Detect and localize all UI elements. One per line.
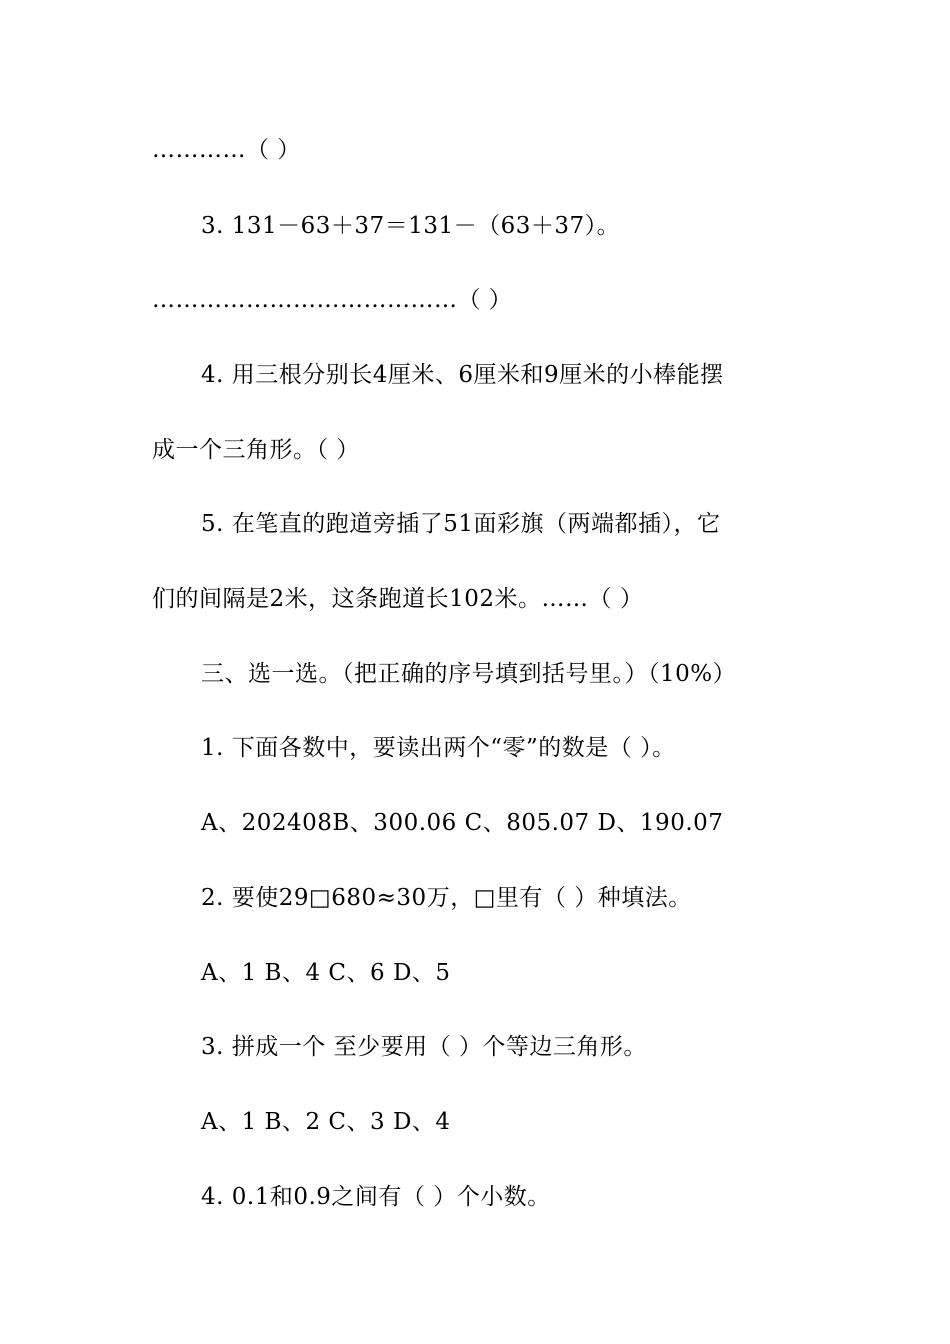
question-4-text: 4. 用三根分别长4厘米、6厘米和9厘米的小棒能摆 bbox=[201, 362, 724, 388]
question-3-continuation: …………………………………（ ） bbox=[152, 287, 513, 313]
question-4-continuation: 成一个三角形。（ ） bbox=[152, 437, 360, 463]
choice-question-4: 4. 0.1和0.9之间有（ ）个小数。 bbox=[201, 1184, 551, 1210]
choice-question-1: 1. 下面各数中，要读出两个“零”的数是（ ）。 bbox=[201, 735, 676, 761]
question-5-continuation: 们的间隔是2米，这条跑道长102米。……（ ） bbox=[152, 586, 644, 612]
section-heading: 三、选一选。（把正确的序号填到括号里。）（10%） bbox=[201, 661, 737, 687]
question-3-text: 3. 131－63＋37＝131－（63＋37）。 bbox=[201, 213, 621, 239]
choice-question-3: 3. 拼成一个 至少要用（ ）个等边三角形。 bbox=[201, 1034, 647, 1060]
choice-question-1-options: A、202408B、300.06 C、805.07 D、190.07 bbox=[201, 810, 724, 836]
choice-question-3-options: A、1 B、2 C、3 D、4 bbox=[201, 1109, 451, 1135]
choice-question-2: 2. 要使29□680≈30万，□里有（ ）种填法。 bbox=[201, 885, 692, 911]
choice-question-2-options: A、1 B、4 C、6 D、5 bbox=[201, 960, 451, 986]
question-5-text: 5. 在笔直的跑道旁插了51面彩旗（两端都插），它 bbox=[201, 511, 721, 537]
question-2-continuation: …………（ ） bbox=[152, 137, 301, 163]
